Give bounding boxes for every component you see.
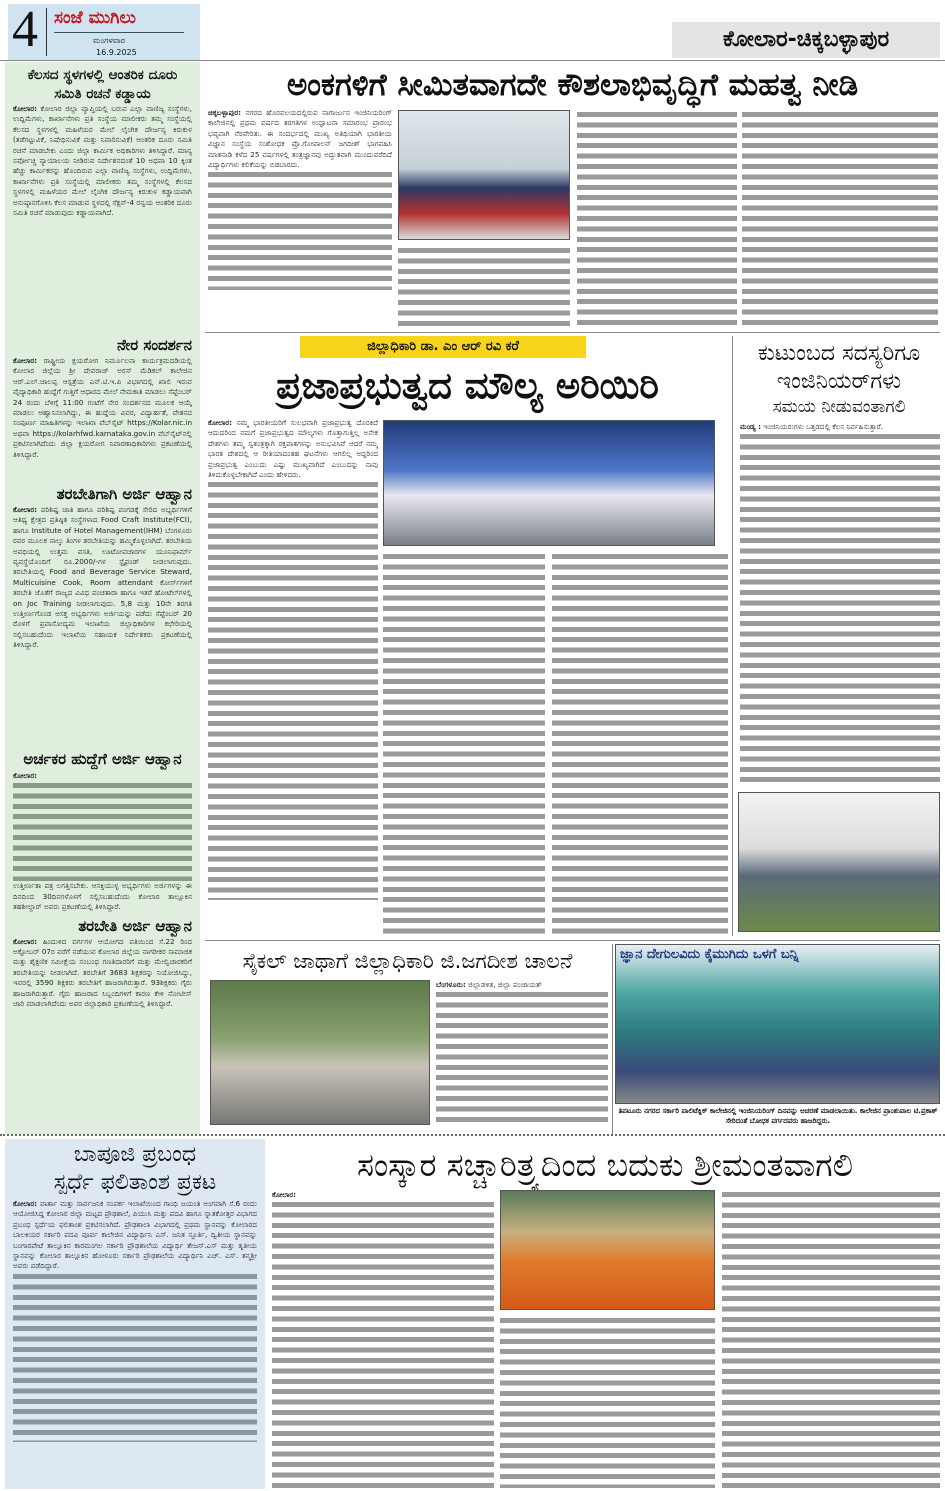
- headline: ಕೆಲಸದ ಸ್ಥಳಗಳಲ್ಲಿ ಆಂತರಿಕ ದೂರು ಸಮಿತಿ ರಚನೆ ಕಡ್ಡಾಯ: [27, 67, 178, 102]
- article-body: [436, 980, 608, 1126]
- lead-headline: ಅಂಕಗಳಿಗೆ ಸೀಮಿತವಾಗದೇ ಕೌಶಲಾಭಿವೃದ್ಧಿಗೆ ಮಹತ್ವ ನೀಡಿ: [286, 67, 859, 103]
- headline: ನೇರ ಸಂದರ್ಶನ: [116, 336, 192, 354]
- cycle-rally-photo: [210, 980, 430, 1125]
- photo-banner: ಜ್ಞಾನ ದೇಗುಲವಿದು ಕೈಮುಗಿದು ಒಳಗೆ ಬನ್ನಿ: [620, 947, 799, 962]
- headline: ಪ್ರಜಾಪ್ರಭುತ್ವದ ಮೌಲ್ಯ ಅರಿಯಿರಿ: [276, 364, 659, 407]
- event-photo: [383, 420, 715, 546]
- dateline: ಕೋಲಾರ:: [13, 936, 38, 946]
- article-body: [13, 104, 192, 332]
- headline: ಸೈಕಲ್ ಜಾಥಾಗೆ ಜಿಲ್ಲಾಧಿಕಾರಿ ಜಿ.ಜಗದೀಶ ಚಾಲನೆ: [242, 949, 573, 973]
- article-text: ಪರಿಶಿಷ್ಟ ಜಾತಿ ಹಾಗೂ ಪರಿಶಿಷ್ಟ ಪಂಗಡಕ್ಕೆ ಸೇರಿದ ಅಭ್ಯರ್ಥಿಗಳಿಗೆ ಆತಿಥ್ಯ ಕ್ಷೇತ್ರದ ಪ್ರತಿಷ್ಠಿತ ಸಂಸ್ಥೆಗಳಾದ Food Craft Institute(FCI), ಹಾಗೂ Institute of Hotel Management(IHM) ಬೆಂಗಳೂರು ರವರ ಮೂಲಕ ನಾಲ್ಕು ತಿಂಗಳ ತರಬೇತಿಯನ್ನು ಹಮ್ಮಿಕೊಳ್ಳಲಾಗಿದೆ. ತರಬೇತಿಯ ಅವಧಿಯಲ್ಲಿ ಉತ್ತಮ ವಸತಿ, ಊಟೋಪಚಾರಗಳ ಯೂನಿಫಾರ್ಮ್ ವ್ಯವಸ್ಥೆಯೊಂದಿಗೆ ರೂ.2000/-ಗಳ ಸ್ಟೈಫಂಡ್ ನೀಡಲಾಗುವುದು. ತರಬೇತಿಯಲ್ಲಿ Food and Beverage Service Steward, Multicuisine Cook, Room attendant ಕೋರ್ಸ್‌ಗಳಿಗೆ ತರಬೇತಿ ಜೊತೆಗೆ ರಾಜ್ಯದ ವಿವಿಧ ಪಂಚತಾರಾ ಹಾಗೂ ಇತರೆ ಹೋಟೆಲ್‌ಗಳಲ್ಲಿ on Joc Training ನೀಡಲಾಗುವುದು. 5,8 ಮತ್ತು 10ನೇ ತರಗತಿ ಉತ್ತೀರ್ಣಗೊಂಡ ಆಸಕ್ತ ಅಭ್ಯರ್ಥಿಗಳು ಅರ್ಜಿಯನ್ನು ಪಡೆದು ಸೆಪ್ಟೆಂಬರ್ 20 ರೊಳಗೆ ಪ್ರವಾಸೋದ್ಯಮ ಇಲಾಖೆಯ ಜಿಲ್ಲಾಧಿಕಾರಿಗಳ ಕಛೇರಿಯಲ್ಲಿ ಸಲ್ಲಿಸಬಹುದೆಂದು ಇಲಾಖೆಯ ಸಹಾಯಕ ನಿರ್ದೇಶಕರು ಪ್ರಕಟಣೆಯಲ್ಲಿ ತಿಳಿಸಿದ್ದಾರೆ.: [13, 505, 192, 650]
- article-body: [13, 505, 192, 745]
- headline-line: ಬಾಪೂಜಿ ಪ್ರಬಂಧ: [73, 1142, 197, 1167]
- dateline: ಕೋಲಾರ:: [272, 1190, 297, 1199]
- text-placeholder: [577, 110, 737, 326]
- page-number: 4: [12, 1, 38, 58]
- masthead: [8, 1, 200, 60]
- text-placeholder: [208, 170, 392, 290]
- dateline: ಕೋಲಾರ:: [13, 356, 38, 365]
- dateline: ಕೋಲಾರ:: [208, 418, 233, 427]
- masthead-rule: [54, 32, 184, 33]
- text-placeholder: [722, 1190, 940, 1488]
- article-text: ವಾರ್ತಾ ಮತ್ತು ಸಾರ್ವಜನಿಕ ಸಂಪರ್ಕ ಇಲಾಖೆಯಿಂದ ಗಾಂಧಿ ಜಯಂತಿ ಅಂಗವಾಗಿ ಸೆ.6 ರಂದು ಆಯೋಜಿಸಿದ್ದ ಕೋಲಾರ ಜಿಲ್ಲಾ ಮಟ್ಟದ ಪ್ರೌಢಶಾಲೆ, ಪಿಯುಸಿ ಮತ್ತು ಪದವಿ ಹಾಗೂ ಸ್ನಾತಕೋತ್ತರ ವಿಭಾಗದ ಪ್ರಬಂಧ ಸ್ಪರ್ಧೆಯ ಫಲಿತಾಂಶ ಪ್ರಕಟಿಸಲಾಗಿದೆ. ಪ್ರೌಢಶಾಲಾ ವಿಭಾಗದಲ್ಲಿ ಪ್ರಥಮ ಸ್ಥಾನವನ್ನು ಕೋಲಾರದ ಬಾಲಕಿಯರ ಸರ್ಕಾರಿ ಪದವಿ ಪೂರ್ವ ಕಾಲೇಜಿನ ವಿದ್ಯಾರ್ಥಿನಿ ಎಸ್. ಜನಿತ ಸ್ಫೂರ್ತಿ, ದ್ವಿತೀಯ ಸ್ಥಾನವನ್ನು ಬಂಗಾರಪೇಟೆ ತಾಲ್ಲೂಕಿನ ಕಾರಮಂಗಲ ಸರ್ಕಾರಿ ಪ್ರೌಢಶಾಲೆಯ ವಿದ್ಯಾರ್ಥಿ ತೇಜಸ್.ಎಸ್ ಮತ್ತು ತೃತೀಯ ಸ್ಥಾನವನ್ನು ಕೋಲಾರ ತಾಲ್ಲೂಕಿನ ಹೋಳೂರು ಸರ್ಕಾರಿ ಪ್ರೌಢಶಾಲೆಯ ವಿದ್ಯಾರ್ಥಿನಿ ಎಚ್. ಎಸ್. ತನ್ಮಶ್ರೀ ಅವರು ಪಡೆದಿದ್ದಾರೆ.: [13, 1199, 257, 1271]
- text-placeholder: [383, 552, 545, 934]
- left-column: [5, 62, 200, 1134]
- text-placeholder: [208, 480, 378, 900]
- text-placeholder: [742, 110, 938, 326]
- text-placeholder: [398, 246, 570, 326]
- dateline: ಕೋಲಾರ:: [13, 104, 38, 113]
- article-body: [13, 1199, 257, 1272]
- headline-line: ಇಂಜಿನಿಯರ್‌ಗಳು: [776, 369, 902, 394]
- section-label: ಕೋಲಾರ-ಚಿಕ್ಕಬಳ್ಳಾಪುರ: [672, 22, 940, 58]
- text-placeholder: [272, 1200, 494, 1488]
- divider: [205, 332, 940, 333]
- paper-logo: ಸಂಜೆ ಮುಗಿಲು: [54, 8, 136, 28]
- issue-day: ಮಂಗಳವಾರ: [93, 36, 126, 45]
- dotted-divider: [0, 1134, 945, 1137]
- engineers-photo: [738, 792, 940, 932]
- article-text: ಇಂಜಿನಿಯರುಗಳು ಒತ್ತಡದಲ್ಲಿ ಕೆಲಸ ನಿರ್ವಹಿಸುತ್ತಾರೆ.: [763, 422, 884, 431]
- article-text: ಕೋಲಾರ ಜಿಲ್ಲಾ ವ್ಯಾಪ್ತಿಯಲ್ಲಿ ಬರುವ ಎಲ್ಲಾ ವಾಣಿಜ್ಯ ಸಂಸ್ಥೆಗಳು, ಉದ್ದಿಮೆಗಳು, ಕಾರ್ಖಾನೆಗಳು ಪ್ರತಿ ಸಂಸ್ಥೆಯ ಮಾಲೀಕರು ತಮ್ಮ ಸಂಸ್ಥೆಯಲ್ಲಿ ಕೆಲಸದ ಸ್ಥಳಗಳಲ್ಲಿ ಮಹಿಳೆಯರ ಮೇಲೆ ಲೈಂಗಿಕ ದೌರ್ಜನ್ಯ ಕಿರುಕುಳ (ತಡೆಗಟ್ಟುವಿಕೆ, ನಿಷೇಧಿಸುವಿಕೆ ಮತ್ತು ನಿವಾರಿಸುವಿಕೆ) ಆಂತರಿಕ ದೂರು ಸಮಿತಿ ರಚನೆ ಮಾಡಬೇಕು ಎಂದು ಜಿಲ್ಲಾ ಕಾರ್ಮಿಕ ಅಧಿಕಾರಿಗಳು ತಿಳಿಸಿದ್ದಾರೆ. ಮಾನ್ಯ ಸರ್ವೋಚ್ಚ ನ್ಯಾಯಾಲಯ ನೀಡಿರುವ ನಿರ್ದೇಶನದಂತೆ 10 ಅಥವಾ 10 ಕ್ಕಿಂತ ಹೆಚ್ಚು ಕಾರ್ಮಿಕರನ್ನು ಹೊಂದಿರುವ ಎಲ್ಲಾ ವಾಣಿಜ್ಯ ಸಂಸ್ಥೆಗಳು, ಉದ್ದಿಮೆಗಳು, ಕಾರ್ಖಾನೆಗಳು ಪ್ರತಿ ಸಂಸ್ಥೆಯಲ್ಲಿ ಮಾಲೀಕರು ತಮ್ಮ ಸಂಸ್ಥೆಗಳಲ್ಲಿ ಕೆಲಸದ ಸ್ಥಳಗಳಲ್ಲಿ ಮಹಿಳೆಯರ ಮೇಲೆ ಲೈಂಗಿಕ ದೌರ್ಜನ್ಯ ಕಿರುಕುಳ ಕಡ್ಡಾಯವಾಗಿ ಅನುಷ್ಠಾನಗೊಳಿಸಿ ಕೆಲಸ ಮಾಡುವ ಸ್ಥಳದಲ್ಲಿ ಸೆಕ್ಷನ್-4 ರನ್ವಯ ಆಂತರಿಕ ದೂರು ಸಮಿತಿ ರಚನೆ ಮಾಡುವುದು ಕಡ್ಡಾಯವಾಗಿದೆ.: [13, 104, 192, 218]
- swamiji-photo: [500, 1190, 715, 1310]
- text-placeholder: [13, 781, 192, 881]
- article-body: [208, 108, 392, 330]
- headline-line: ಸಮಯ ನೀಡುವಂತಾಗಲಿ: [772, 397, 906, 417]
- text-placeholder: [500, 1316, 715, 1488]
- headline-line: ಸ್ಪರ್ಧೆ ಫಲಿತಾಂಶ ಪ್ರಕಟ: [53, 1170, 217, 1195]
- divider: [612, 944, 613, 1134]
- article-text: ರಾಷ್ಟ್ರೀಯ ಕ್ಷಯರೋಗ ನಿರ್ಮೂಲನಾ ಕಾರ್ಯಕ್ರಮದಡಿಯಲ್ಲಿ ಕೋಲಾರ ಜಿಲ್ಲೆಯ ಶ್ರೀ ದೇವರಾಜ್ ಅರಸ್ ಮೆಡಿಕಲ್ ಕಾಲೇಜಿನ ಆರ್.ಎಲ್.ಜಾಲಪ್ಪ ಆಸ್ಪತ್ರೆಯ ಎನ್.ಟಿ.ಇ.ಪಿ ವಿಭಾಗದಲ್ಲಿ ಖಾಲಿ ಇರುವ ವೈದ್ಯಾಧಿಕಾರಿ ಹುದ್ದೆಗೆ ಗುತ್ತಿಗೆ ಆಧಾರದ ಮೇಲೆ ನೇಮಕಾತಿ ಮಾಡಲು ಸೆಪ್ಟೆಂಬರ್ 24 ರಂದು ಬೆಳಿಗ್ಗೆ 11:00 ಗಂಟೆಗೆ ನೇರ ಸಂದರ್ಶನದ ಮೂಲಕ ಆಯ್ಕೆ ಮಾಡಲು ಆಹ್ವಾನಿಸಲಾಗಿದ್ದು, ಈ ಹುದ್ದೆಯ ವಿವರ, ವಿದ್ಯಾರ್ಹತೆ, ವೇತನದ ಸಂಪೂರ್ಣ ಮಾಹಿತಿಗಳನ್ನು ಇಲಾಖಾ ವೆಬ್‌ಸೈಟ್ https://Kolar.nic.in ಅಥವಾ https://kolarhfwd.karnataka.gov.in ವೆಬ್‌ಸೈಟ್‌ನಲ್ಲಿ ಪ್ರಕಟಿಸಲಾಗಿದೆಂದು ಜಿಲ್ಲಾ ಕ್ಷಯರೋಗ ನಿವಾರಣಾಧಿಕಾರಿಗಳು ಪ್ರಕಟಣೆಯಲ್ಲಿ ತಿಳಿಸಿದ್ದಾರೆ.: [13, 356, 192, 459]
- dateline: ಕೋಲಾರ:: [13, 771, 38, 780]
- text-placeholder: [13, 1272, 257, 1442]
- headline: ತರಬೇತಿ ಅರ್ಜಿ ಆಹ್ವಾನ: [78, 916, 192, 935]
- text-placeholder: [740, 432, 940, 782]
- article-body: [13, 771, 192, 781]
- bapuji-box: [5, 1139, 265, 1489]
- headline-line: ಕುಟುಂಬದ ಸದಸ್ಯರಿಗೂ: [757, 341, 921, 366]
- dateline: ಕೋಲಾರ:: [13, 505, 38, 514]
- article-body: [272, 1190, 494, 1488]
- divider: [205, 940, 940, 941]
- dateline: ಕೋಲಾರ:: [13, 1199, 38, 1208]
- dateline: ಬೆಂಗಳೂರು:: [436, 980, 466, 989]
- divider: [0, 60, 945, 61]
- article-body: [208, 418, 378, 938]
- headline: [13, 1141, 257, 1197]
- divider: [732, 336, 733, 936]
- headline: ತರಬೇತಿಗಾಗಿ ಅರ್ಜಿ ಆಹ್ವಾನ: [56, 485, 192, 503]
- issue-date: 16.9.2025: [96, 48, 137, 57]
- dateline: ಮಂಡ್ಯ :: [740, 422, 761, 431]
- headline: ಸಂಸ್ಕಾರ ಸಚ್ಚಾರಿತ್ರ್ಯದಿಂದ ಬದುಕು ಶ್ರೀಮಂತವಾಗಲಿ: [357, 1146, 853, 1184]
- polytechnic-photo: [615, 944, 940, 1104]
- article-text: ನಮ್ಮ ಭಾರತೀಯರಿಗೆ ಸುಲಭವಾಗಿ ಪ್ರಜಾಪ್ರಭುತ್ವ ದೊರಕಿದೆ ಆದುದರಿಂದ ನಮಗೆ ಪ್ರಜಾಪ್ರಭುತ್ವದ ಮೌಲ್ಯಗಳು ಗೊತ್ತಾಗುತ್ತಿಲ್ಲ ಅನೇಕ ದೇಶಗಳು ತಮ್ಮ ಸ್ವತಂತ್ರಕ್ಕಾಗಿ ರಕ್ತಪಾತಗಳನ್ನು ಅನುಭವಿಸಿವೆ ಆದರೆ ನಮ್ಮ ಭಾರತ ದೇಶದಲ್ಲಿ ಆ ರೀತಿಯಾದಂತಹ ಘಟನೆಗಳು ಆಗಲಿಲ್ಲ ಆದ್ದರಿಂದ ಪ್ರಜಾಪ್ರಭುತ್ವ ಎಂಬುದು ಎಷ್ಟು ಮುಖ್ಯವಾಗಿದೆ ಎಂಬುದನ್ನು ನಾವು ತಿಳಿದುಕೊಳ್ಳಬೇಕಾಗಿದೆ ಎಂದು ಹೇಳಿದರು.: [208, 418, 378, 480]
- text-placeholder: [436, 990, 608, 1126]
- headline: [736, 340, 942, 418]
- article-body: ಉತ್ತೀರ್ಣತಾ ಪತ್ರ ಲಗತ್ತಿಸಬೇಕು. ಆಸಕ್ತಿಯುಳ್ಳ ಅಭ್ಯರ್ಥಿಗಳು ಅರ್ಜಿಗಳನ್ನು ಈ ದಿನದಿಂದ 30ದಿನಗಳೊಳಗೆ ಸಲ್ಲಿಸಬಹುದೆಂದು ಕೋಲಾರ ತಾಲ್ಲೂಕಿನ ತಹಶೀಲ್ದಾರ್ ಅವರು ಪ್ರಕಟಣೆಯಲ್ಲಿ ತಿಳಿಸಿದ್ದಾರೆ.: [13, 881, 192, 912]
- article-body: [13, 937, 192, 1010]
- article-body: [740, 422, 940, 786]
- article-body: [13, 356, 192, 481]
- kicker: ಜಿಲ್ಲಾಧಿಕಾರಿ ಡಾ. ಎಂ ಆರ್ ರವಿ ಕರೆ: [300, 336, 586, 358]
- headline: ಅರ್ಚಕರ ಹುದ್ದೆಗೆ ಅರ್ಜಿ ಆಹ್ವಾನ: [23, 750, 182, 768]
- article-text: ನಗರದ ಹೊರವಲಯದಲ್ಲಿರುವ ನಾಗಾರ್ಜುನ ಇಂಜಿನಿಯರಿಂಗ್ ಕಾಲೇಜಿನಲ್ಲಿ ಪ್ರಥಮ ವರ್ಷದ ತರಗತಿಗಳ ಉದ್ಘಾಟನಾ ಸಮಾರಂಭ ಪ್ರಾರಂಭ ಭವ್ಯವಾಗಿ ನೆರವೇರಿತು. ಈ ಸಂದರ್ಭದಲ್ಲಿ ಮುಖ್ಯ ಅತಿಥಿಯಾಗಿ ಭಾರತೀಯ ವಿಜ್ಞಾನ ಸಂಸ್ಥೆಯ ಸಂಶೋಧಕ ಪ್ರೊ.ಗೋಪಾಲನ್ ಜಗದೀಶ್ ಭಾಗವಹಿಸಿ ಮಾತನಾಡಿ ಕಳೆದ 25 ವರ್ಷಗಳಲ್ಲಿ ತಂತ್ರಜ್ಞಾನವು ಅದ್ಭುತವಾಗಿ ಮುಂದುವರೆದಿದೆ ವಿದ್ಯಾರ್ಥಿಗಳು ಕಲಿಕೆಯನ್ನು ಬಿಡಬಾರದು.: [208, 108, 392, 170]
- masthead-divider: [46, 8, 47, 56]
- article-text: ಹಿಂದುಳಿದ ವರ್ಗಗಳ ಆಯೋಗದ ವತಿಯಿಂದ ಸೆ.22 ರಿಂದ ಅಕ್ಟೋಬರ್ 07ರ ವರೆಗೆ ನಡೆಯುವ ಕೋಲಾರ ಜಿಲ್ಲೆಯ ನಾಗರೀಕರ ಸಾಮಾಜಿಕ ಮತ್ತು ಶೈಕ್ಷಣಿಕ ಸಮೀಕ್ಷೆಯ ಸಂಬಂಧ ಗಣತಿದಾರರಿಗೆ ಮತ್ತು ಮೇಲ್ವಿಚಾರಕರಿಗೆ ತರಬೇತಿಯನ್ನು ನೀಡಲಾಗಿದೆ. ತರಬೇತಿಗೆ 3683 ಶಿಕ್ಷಕರನ್ನು ನಿಯೋಜಿಸಿದ್ದು, ಇವರಲ್ಲಿ 3590 ಶಿಕ್ಷಕರು ತರಬೇತಿಗೆ ಹಾಜರಾಗಿರುತ್ತಾರೆ. 93ಶಿಕ್ಷಕರು ಗೈರು ಹಾಜರಾಗಿರುತ್ತಾರೆ. ಗೈರು ಹಾಜರಾದ ಸಿಬ್ಬಂದಿಗಳಿಗೆ ಕಾರಣ ಕೇಳಿ ನೋಟೀಸ್ ಜಾರಿ ಮಾಡಲಾಗಿದೆಂದು ಅಪರ ಜಿಲ್ಲಾಧಿಕಾರಿ ಪ್ರಕಟಣೆಯಲ್ಲಿ ತಿಳಿಸಿದ್ದಾರೆ.: [13, 936, 192, 1009]
- photo-caption: ತಿಪಟೂರು ನಗರದ ಸರ್ಕಾರಿ ಪಾಲಿಟೆಕ್ನಿಕ್ ಕಾಲೇಜಿನಲ್ಲಿ ಇಂಜಿನಿಯರಿಂಗ್ ದಿನವನ್ನು ಆಚರಣೆ ಮಾಡಲಾಯಿತು. ಕಾಲೇಜಿನ ಪ್ರಾಂಶುಪಾಲ ಟಿ.ಪ್ರಕಾಶ್ ಸೇರಿದಂತೆ ಬೋಧಕ ವರ್ಗದವರು ಹಾಜರಿದ್ದರು.: [618, 1107, 938, 1125]
- dateline: ಚಿಕ್ಕಬಳ್ಳಾಪುರ:: [208, 108, 242, 117]
- article-text: ಜಿಲ್ಲಾಡಳಿತ, ಜಿಲ್ಲಾ ಪಂಚಾಯತ್: [468, 980, 543, 989]
- text-placeholder: [552, 552, 728, 934]
- lead-photo: [398, 110, 570, 240]
